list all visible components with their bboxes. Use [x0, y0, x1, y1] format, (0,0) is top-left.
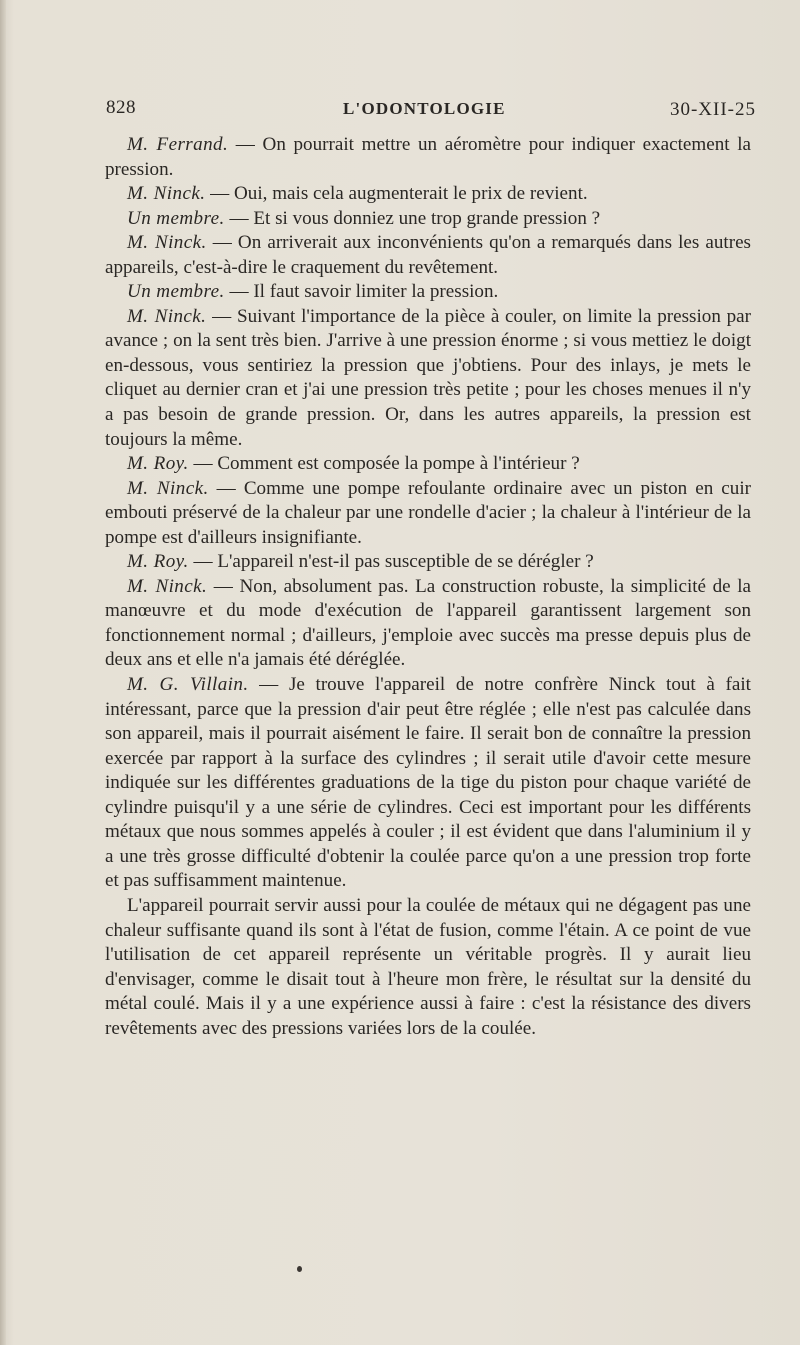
speaker-name: Un membre. [127, 207, 225, 229]
paragraph-text: — Comme une pompe refoulante ordinaire avec un piston en cuir embouti préservé de la chaleur par une rondelle d'acier ; la chaleur à l'intérieur de la pompe est d'ailleurs insignifiante. [105, 477, 751, 548]
speaker-name: M. Ninck. [127, 183, 206, 205]
paragraph [105, 452, 751, 477]
speaker-name: M. Roy. [127, 453, 189, 475]
paragraph [105, 231, 751, 280]
discussion-transcript [105, 133, 751, 1041]
page-binding-edge [0, 0, 6, 1345]
printer-mark [297, 1266, 302, 1272]
journal-title: L'ODONTOLOGIE [343, 99, 506, 118]
paragraph [105, 550, 751, 575]
paragraph-text: — Et si vous donniez une trop grande pression ? [224, 207, 601, 229]
paragraph-text: L'appareil pourrait servir aussi pour la coulée de métaux qui ne dégagent pas une chaleur suffisante quand ils sont à l'état de fusion, comme l'étain. A ce point de vue l'utilisation de cet appareil représente un véritable progrès. Il y aurait lieu d'envisager, comme le disait tout à l'heure mon frère, le résultat sur la densité du métal coulé. Mais il y a une expérience aussi à faire : c'est la résistance des divers revêtements avec des pressions variées lors de la coulée. [105, 894, 751, 1039]
paragraph [105, 575, 751, 673]
speaker-name: M. G. Villain. [127, 674, 249, 696]
paragraph [105, 477, 751, 551]
paragraph-text: — Comment est composée la pompe à l'intérieur ? [188, 453, 580, 475]
paragraph-text: — Il faut savoir limiter la pression. [224, 281, 499, 303]
speaker-name: Un membre. [127, 281, 225, 303]
paragraph [105, 894, 751, 1041]
paragraph-text: — Je trouve l'appareil de notre confrère Ninck tout à fait intéressant, parce que la pression d'air peut être réglée ; elle n'est pas calculée dans son appareil, mais il pourrait aisément le faire. Il serait bon de connaître la pression exercée par rapport à la surface des cylindres ; il serait utile d'avoir cette mesure indiquée sur les différentes graduations de la tige du piston pour chaque variété de cylindre puisqu'il y a une série de cylindres. Ceci est important pour les différents métaux que nous sommes appelés à couler ; il est évident que dans l'aluminium il y a une très grosse difficulté d'obtenir la coulée parce qu'on a une pression trop forte et pas suffisamment maintenue. [105, 674, 751, 892]
paragraph [105, 182, 751, 207]
speaker-name: M. Ninck. [127, 477, 209, 499]
paragraph [105, 280, 751, 305]
paragraph-text: — On pourrait mettre un aéromètre pour indiquer exactement la pression. [105, 134, 751, 180]
paragraph-text: — Oui, mais cela augmenterait le prix de revient. [205, 183, 588, 205]
speaker-name: M. Ninck. [127, 305, 207, 327]
page-number: 828 [106, 97, 136, 118]
speaker-name: M. Roy. [127, 551, 189, 573]
speaker-name: M. Ferrand. [127, 134, 229, 155]
speaker-name: M. Ninck. [127, 575, 208, 597]
paragraph-text: — Suivant l'importance de la pièce à couler, on limite la pression par avance ; on la sent très bien. J'arrive à une pression énorme ; si vous mettiez le doigt en-dessous, vous sentiriez la pression que j'obtiens. Pour des inlays, je mets le cliquet au dernier cran et j'ai une pression très petite ; pour les choses menues il n'y a pas besoin de grande pression. Or, dans les autres appareils, la pression est toujours la même. [105, 305, 751, 450]
issue-date: 30-XII-25 [669, 99, 756, 120]
speaker-name: M. Ninck. [127, 232, 207, 254]
paragraph [105, 673, 751, 894]
paragraph-text: — L'appareil n'est-il pas susceptible de se dérégler ? [188, 551, 594, 573]
running-header [106, 97, 756, 125]
paragraph-text: — On arriverait aux inconvénients qu'on a remarqués dans les autres appareils, c'est-à-dire le craquement du revêtement. [105, 232, 751, 278]
paragraph [105, 305, 751, 452]
paragraph-text: — Non, absolument pas. La construction robuste, la simplicité de la manœuvre et du mode d'exécution de l'appareil garantissent largement son fonctionnement normal ; d'ailleurs, j'emploie avec succès ma presse depuis plus de deux ans et elle n'a jamais été déréglée. [105, 575, 751, 671]
paragraph [105, 207, 751, 232]
paragraph [105, 133, 751, 182]
